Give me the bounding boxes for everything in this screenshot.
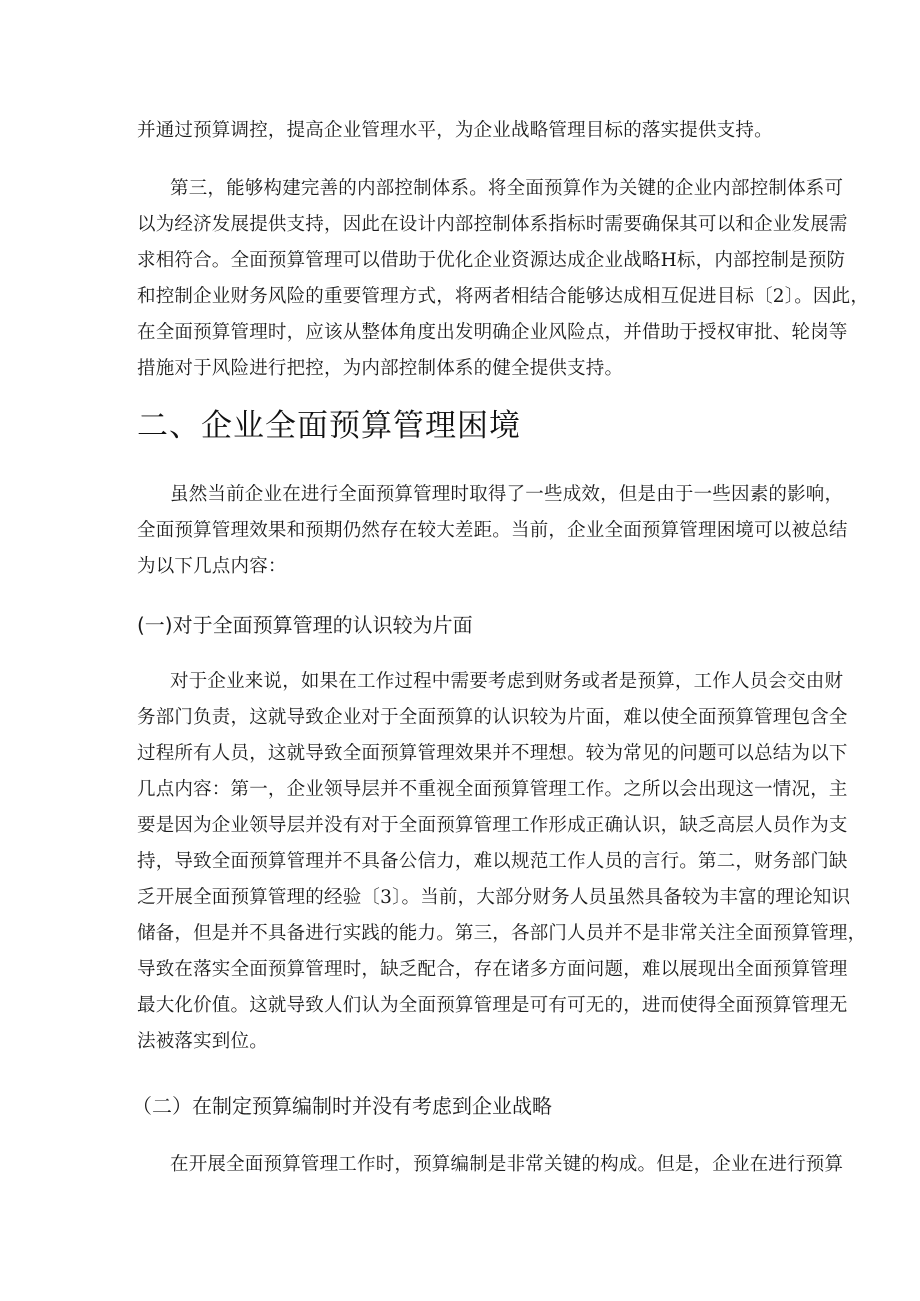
subsection-heading: （二）在制定预算编制时并没有考虑到企业战略 bbox=[132, 1094, 552, 1118]
body-text-line: 对于企业来说，如果在工作过程中需要考虑到财务或者是预算，工作人员会交由财 bbox=[170, 671, 844, 692]
subsection-heading: (一)对于全面预算管理的认识较为片面 bbox=[137, 613, 473, 637]
body-text-line: 虽然当前企业在进行全面预算管理时取得了一些成效，但是由于一些因素的影响， bbox=[170, 484, 844, 505]
body-text-line: 第三，能够构建完善的内部控制体系。将全面预算作为关键的企业内部控制体系可 bbox=[170, 178, 844, 199]
body-text-line: 为以下几点内容： bbox=[137, 556, 287, 577]
body-text-line: 在全面预算管理时，应该从整体角度出发明确企业风险点，并借助于授权审批、轮岗等 bbox=[137, 322, 848, 343]
body-text-line: 并通过预算调控，提高企业管理水平，为企业战略管理目标的落实提供支持。 bbox=[137, 120, 773, 141]
body-text-line: 要是因为企业领导层并没有对于全面预算管理工作形成正确认识，缺乏高层人员作为支 bbox=[137, 815, 848, 836]
body-text-line: 持，导致全面预算管理并不具备公信力，难以规范工作人员的言行。第二，财务部门缺 bbox=[137, 851, 848, 872]
body-text-line: 几点内容：第一，企业领导层并不重视全面预算管理工作。之所以会出现这一情况，主 bbox=[137, 779, 848, 800]
body-text-line: 全面预算管理效果和预期仍然存在较大差距。当前，企业全面预算管理困境可以被总结 bbox=[137, 520, 848, 541]
body-text-line: 求相符合。全面预算管理可以借助于优化企业资源达成企业战略H标，内部控制是预防 bbox=[137, 250, 846, 271]
body-text-line: 乏开展全面预算管理的经验〔3〕。当前，大部分财务人员虽然具备较为丰富的理论知识 bbox=[137, 887, 851, 908]
section-heading: 二、企业全面预算管理困境 bbox=[137, 408, 521, 444]
body-text-line: 导致在落实全面预算管理时，缺乏配合，存在诸多方面问题，难以展现出全面预算管理 bbox=[137, 959, 848, 980]
body-text-line: 和控制企业财务风险的重要管理方式，将两者相结合能够达成相互促进目标〔2〕。因此， bbox=[137, 286, 870, 307]
body-text-line: 过程所有人员，这就导致全面预算管理效果并不理想。较为常见的问题可以总结为以下 bbox=[137, 743, 848, 764]
body-text-line: 储备，但是并不具备进行实践的能力。第三，各部门人员并不是非常关注全面预算管理， bbox=[137, 923, 867, 944]
body-text-line: 措施对于风险进行把控，为内部控制体系的健全提供支持。 bbox=[137, 358, 624, 379]
body-text-line: 最大化价值。这就导致人们认为全面预算管理是可有可无的，进而使得全面预算管理无 bbox=[137, 995, 848, 1016]
body-text-line: 在开展全面预算管理工作时，预算编制是非常关键的构成。但是，企业在进行预算 bbox=[170, 1154, 844, 1175]
body-text-line: 以为经济发展提供支持，因此在设计内部控制体系指标时需要确保其可以和企业发展需 bbox=[137, 214, 848, 235]
body-text-line: 法被落实到位。 bbox=[137, 1031, 268, 1052]
body-text-line: 务部门负责，这就导致企业对于全面预算的认识较为片面，难以使全面预算管理包含全 bbox=[137, 707, 848, 728]
